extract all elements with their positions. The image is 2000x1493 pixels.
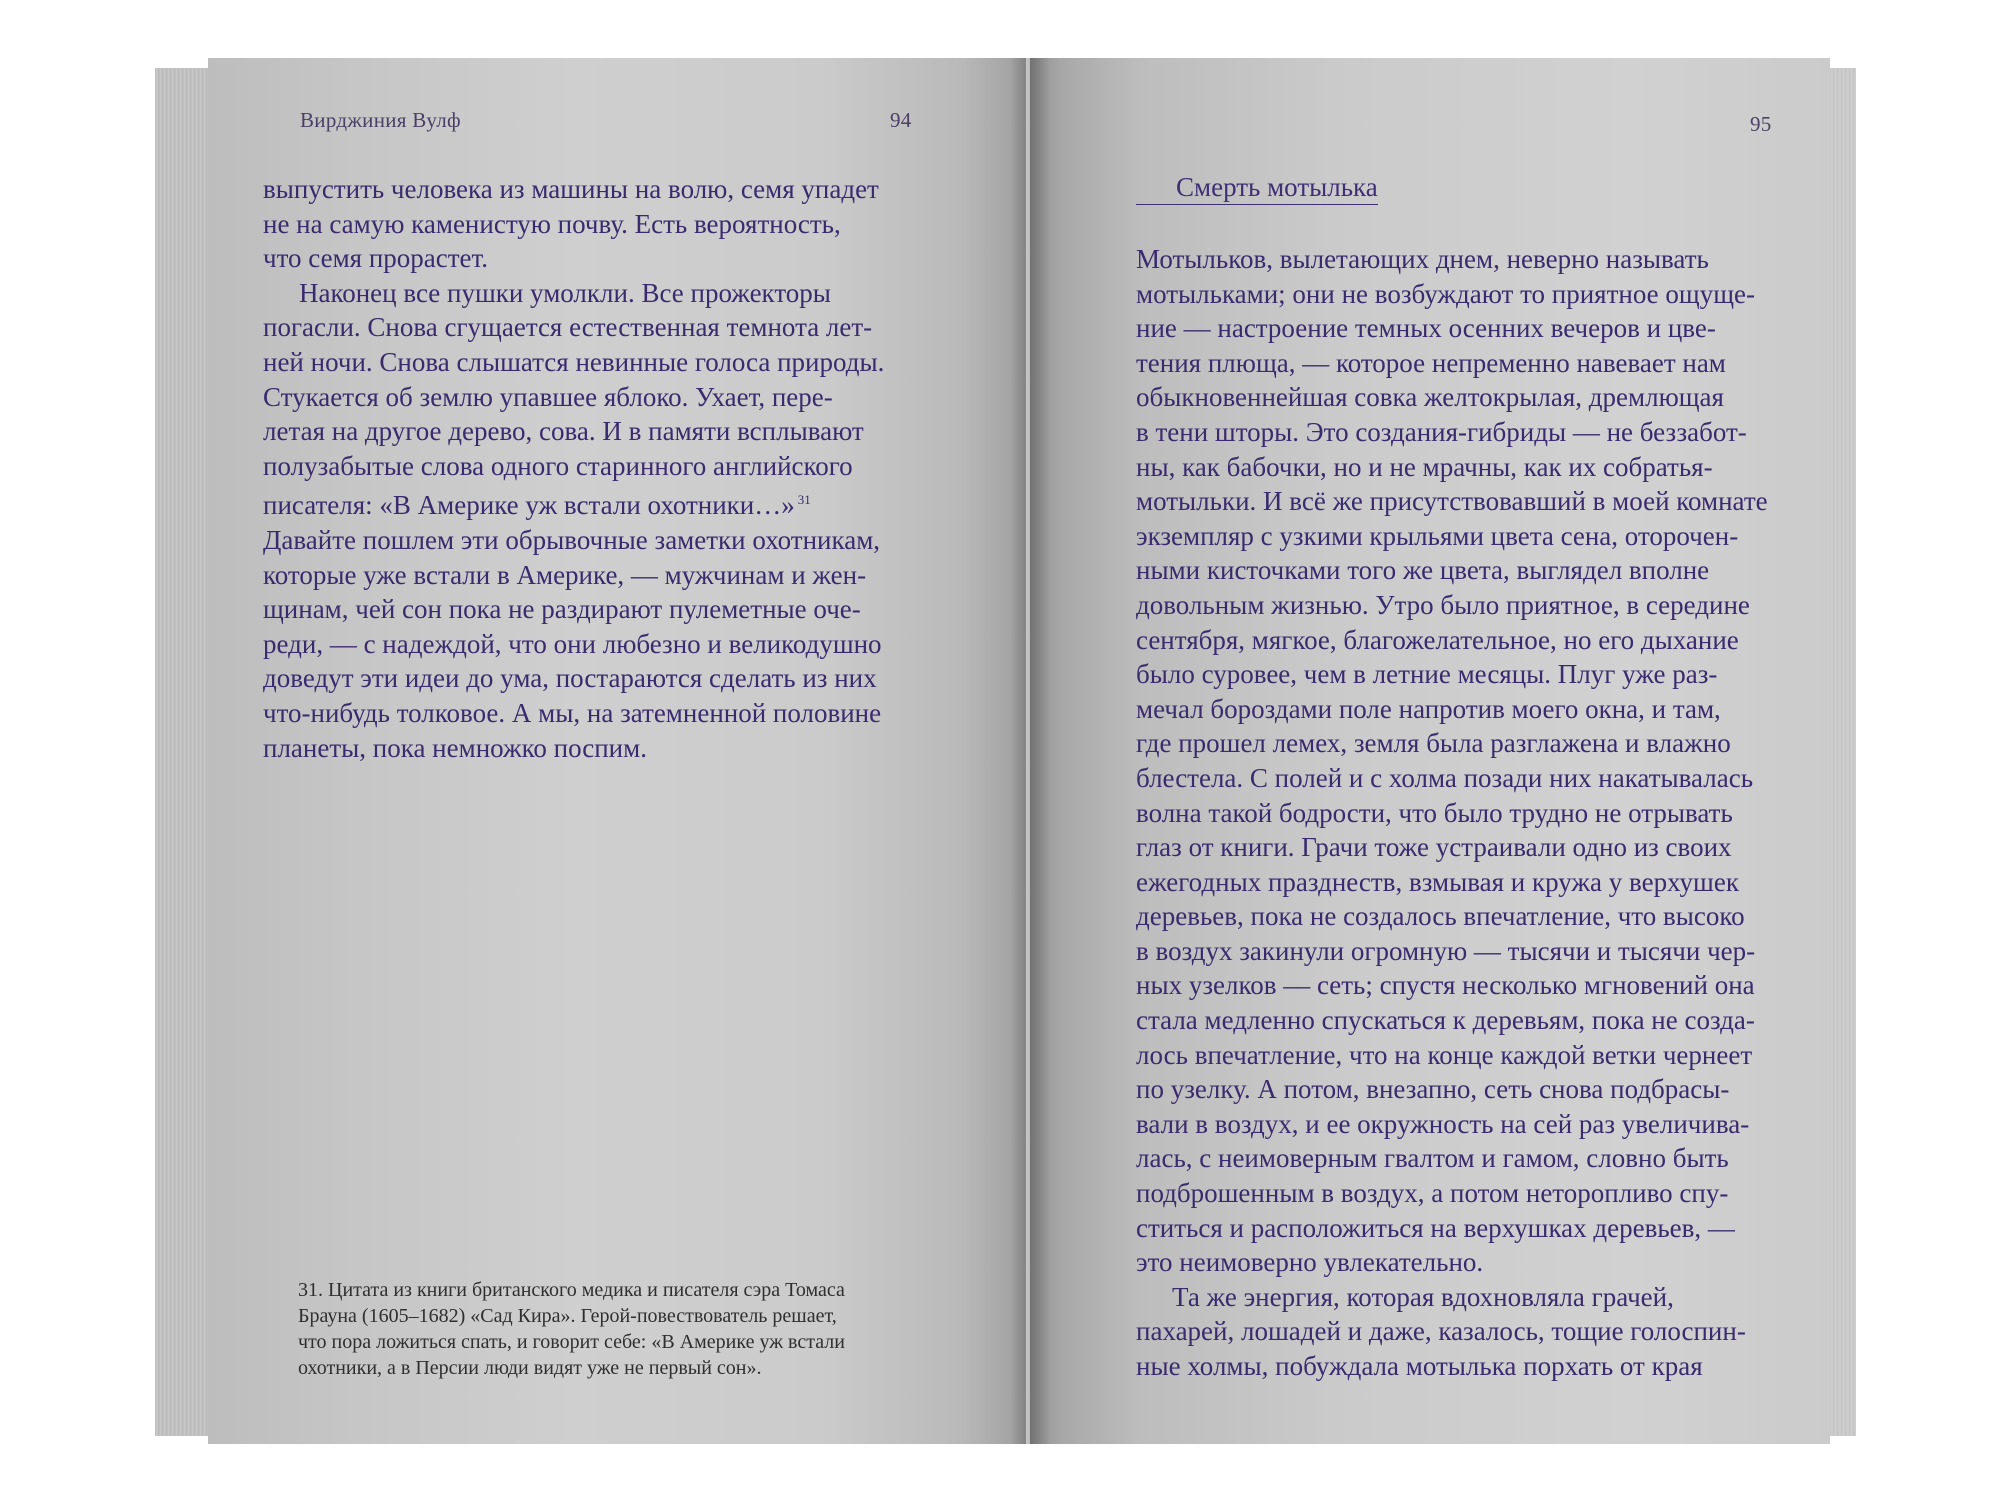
text-line: по узелку. А потом, внезапно, сеть снова подбрасы-	[1136, 1074, 1730, 1105]
text-line: Стукается об землю упавшее яблоко. Ухает, пере-	[263, 381, 833, 412]
text-line: реди, — с надеждой, что они любезно и великодушно	[263, 628, 882, 659]
text-line: Та же энергия, которая вдохновляла грачей,	[1172, 1281, 1674, 1312]
text-line: что семя прорастет.	[263, 243, 489, 274]
footnote-line: что пора ложиться спать, и говорит себе: «В Америке уж встали	[298, 1331, 845, 1353]
text-line: пахарей, лошадей и даже, казалось, тощие голоспин-	[1136, 1316, 1746, 1347]
text-line-with-footnote	[263, 483, 923, 523]
text-line: лось впечатление, что на конце каждой ветки чернеет	[1136, 1039, 1753, 1070]
footnote-line: Брауна (1605–1682) «Сад Кира». Герой-повествователь решает,	[298, 1305, 837, 1327]
footnote-line: охотники, а в Персии люди видят уже не первый сон».	[298, 1357, 762, 1379]
text-line: планеты, пока немножко поспим.	[263, 732, 647, 763]
footnote-line: 31. Цитата из книги британского медика и писателя сэра Томаса	[298, 1279, 845, 1301]
text-line: летая на другое дерево, сова. И в памяти всплывают	[263, 416, 864, 447]
text-line: волна такой бодрости, что было трудно не отрывать	[1136, 797, 1733, 828]
text-line: не на самую каменистую почву. Есть вероятность,	[263, 208, 841, 239]
text-line: было суровее, чем в летние месяцы. Плуг уже раз-	[1136, 659, 1718, 690]
text-line: ститься и расположиться на верхушках деревьев, —	[1136, 1212, 1735, 1243]
text-line: доведут эти идеи до ума, постараются сделать из них	[263, 663, 877, 694]
text-line: выпустить человека из машины на волю, семя упадет	[263, 174, 879, 204]
left-page-edges	[155, 68, 213, 1436]
text-line: в воздух закинули огромную — тысячи и тысячи чер-	[1136, 935, 1756, 966]
text-line: писателя: «В Америке уж встали охотники…»	[263, 490, 795, 521]
text-line: деревьев, пока не создалось впечатление, что высоко	[1136, 901, 1745, 932]
footnote	[298, 1277, 938, 1381]
footnote-reference: 31	[797, 492, 811, 508]
text-line: ежегодных празднеств, взмывая и кружа у верхушек	[1136, 866, 1739, 897]
text-line: это неимоверно увлекательно.	[1136, 1247, 1484, 1278]
text-line: Мотыльков, вылетающих днем, неверно называть	[1136, 244, 1709, 274]
text-line: что-нибудь толковое. А мы, на затемненной половине	[263, 697, 882, 728]
text-line: ней ночи. Снова слышатся невинные голоса природы.	[263, 346, 885, 377]
text-line: тения плюща, — которое непременно навевает нам	[1136, 347, 1726, 378]
text-line: ных узелков — сеть; спустя несколько мгновений она	[1136, 970, 1755, 1001]
text-line: которые уже встали в Америке, — мужчинам и жен-	[263, 559, 867, 590]
text-line: в тени шторы. Это создания-гибриды — не беззабот-	[1136, 416, 1747, 447]
text-line: мечал бороздами поле напротив моего окна, и там,	[1136, 693, 1721, 724]
text-line: ные холмы, побуждала мотылька порхать от края	[1136, 1351, 1703, 1381]
text-line: мотыльки. И всё же присутствовавший в моей комнате	[1136, 486, 1768, 517]
text-line: полузабытые слова одного старинного английского	[263, 450, 853, 481]
text-line: ние — настроение темных осенних вечеров и цве-	[1136, 313, 1716, 344]
text-line: экземпляр с узкими крыльями цвета сена, оторочен-	[1136, 520, 1739, 551]
text-line: Наконец все пушки умолкли. Все прожекторы	[299, 277, 831, 308]
running-head-author: Вирджиния Вулф	[300, 108, 461, 132]
text-line: лась, с неимоверным гвалтом и гамом, словно быть	[1136, 1143, 1729, 1174]
left-page-body	[263, 172, 923, 765]
text-line: блестела. С полей и с холма позади них накатывалась	[1136, 762, 1754, 793]
text-line: щинам, чей сон пока не раздирают пулеметные оче-	[263, 594, 861, 625]
book-gutter	[1010, 58, 1050, 1444]
text-line: сентября, мягкое, благожелательное, но его дыхание	[1136, 624, 1739, 655]
chapter-title: Смерть мотылька	[1136, 170, 1378, 205]
text-line: погасли. Снова сгущается естественная темнота лет-	[263, 312, 873, 343]
text-line: глаз от книги. Грачи тоже устраивали одно из своих	[1136, 832, 1732, 863]
text-line: стала медленно спускаться к деревьям, пока не созда-	[1136, 1005, 1755, 1036]
text-line: Давайте пошлем эти обрывочные заметки охотникам,	[263, 524, 881, 555]
right-page-number: 95	[1750, 112, 1772, 136]
text-line: где прошел лемех, земля была разглажена и влажно	[1136, 728, 1731, 759]
text-line: вали в воздух, и ее окружность на сей раз увеличива-	[1136, 1108, 1750, 1139]
left-page-number: 94	[890, 108, 912, 132]
text-line: ны, как бабочки, но и не мрачны, как их собратья-	[1136, 451, 1713, 482]
right-page-body	[1136, 242, 1796, 1384]
text-line: ными кисточками того же цвета, выглядел вполне	[1136, 555, 1710, 586]
text-line: обыкновеннейшая совка желтокрылая, дремлющая	[1136, 382, 1724, 413]
text-line: подброшенным в воздух, а потом неторопливо спу-	[1136, 1178, 1729, 1209]
text-line: мотыльками; они не возбуждают то приятное ощуще-	[1136, 278, 1755, 309]
text-line: довольным жизнью. Утро было приятное, в середине	[1136, 589, 1750, 620]
